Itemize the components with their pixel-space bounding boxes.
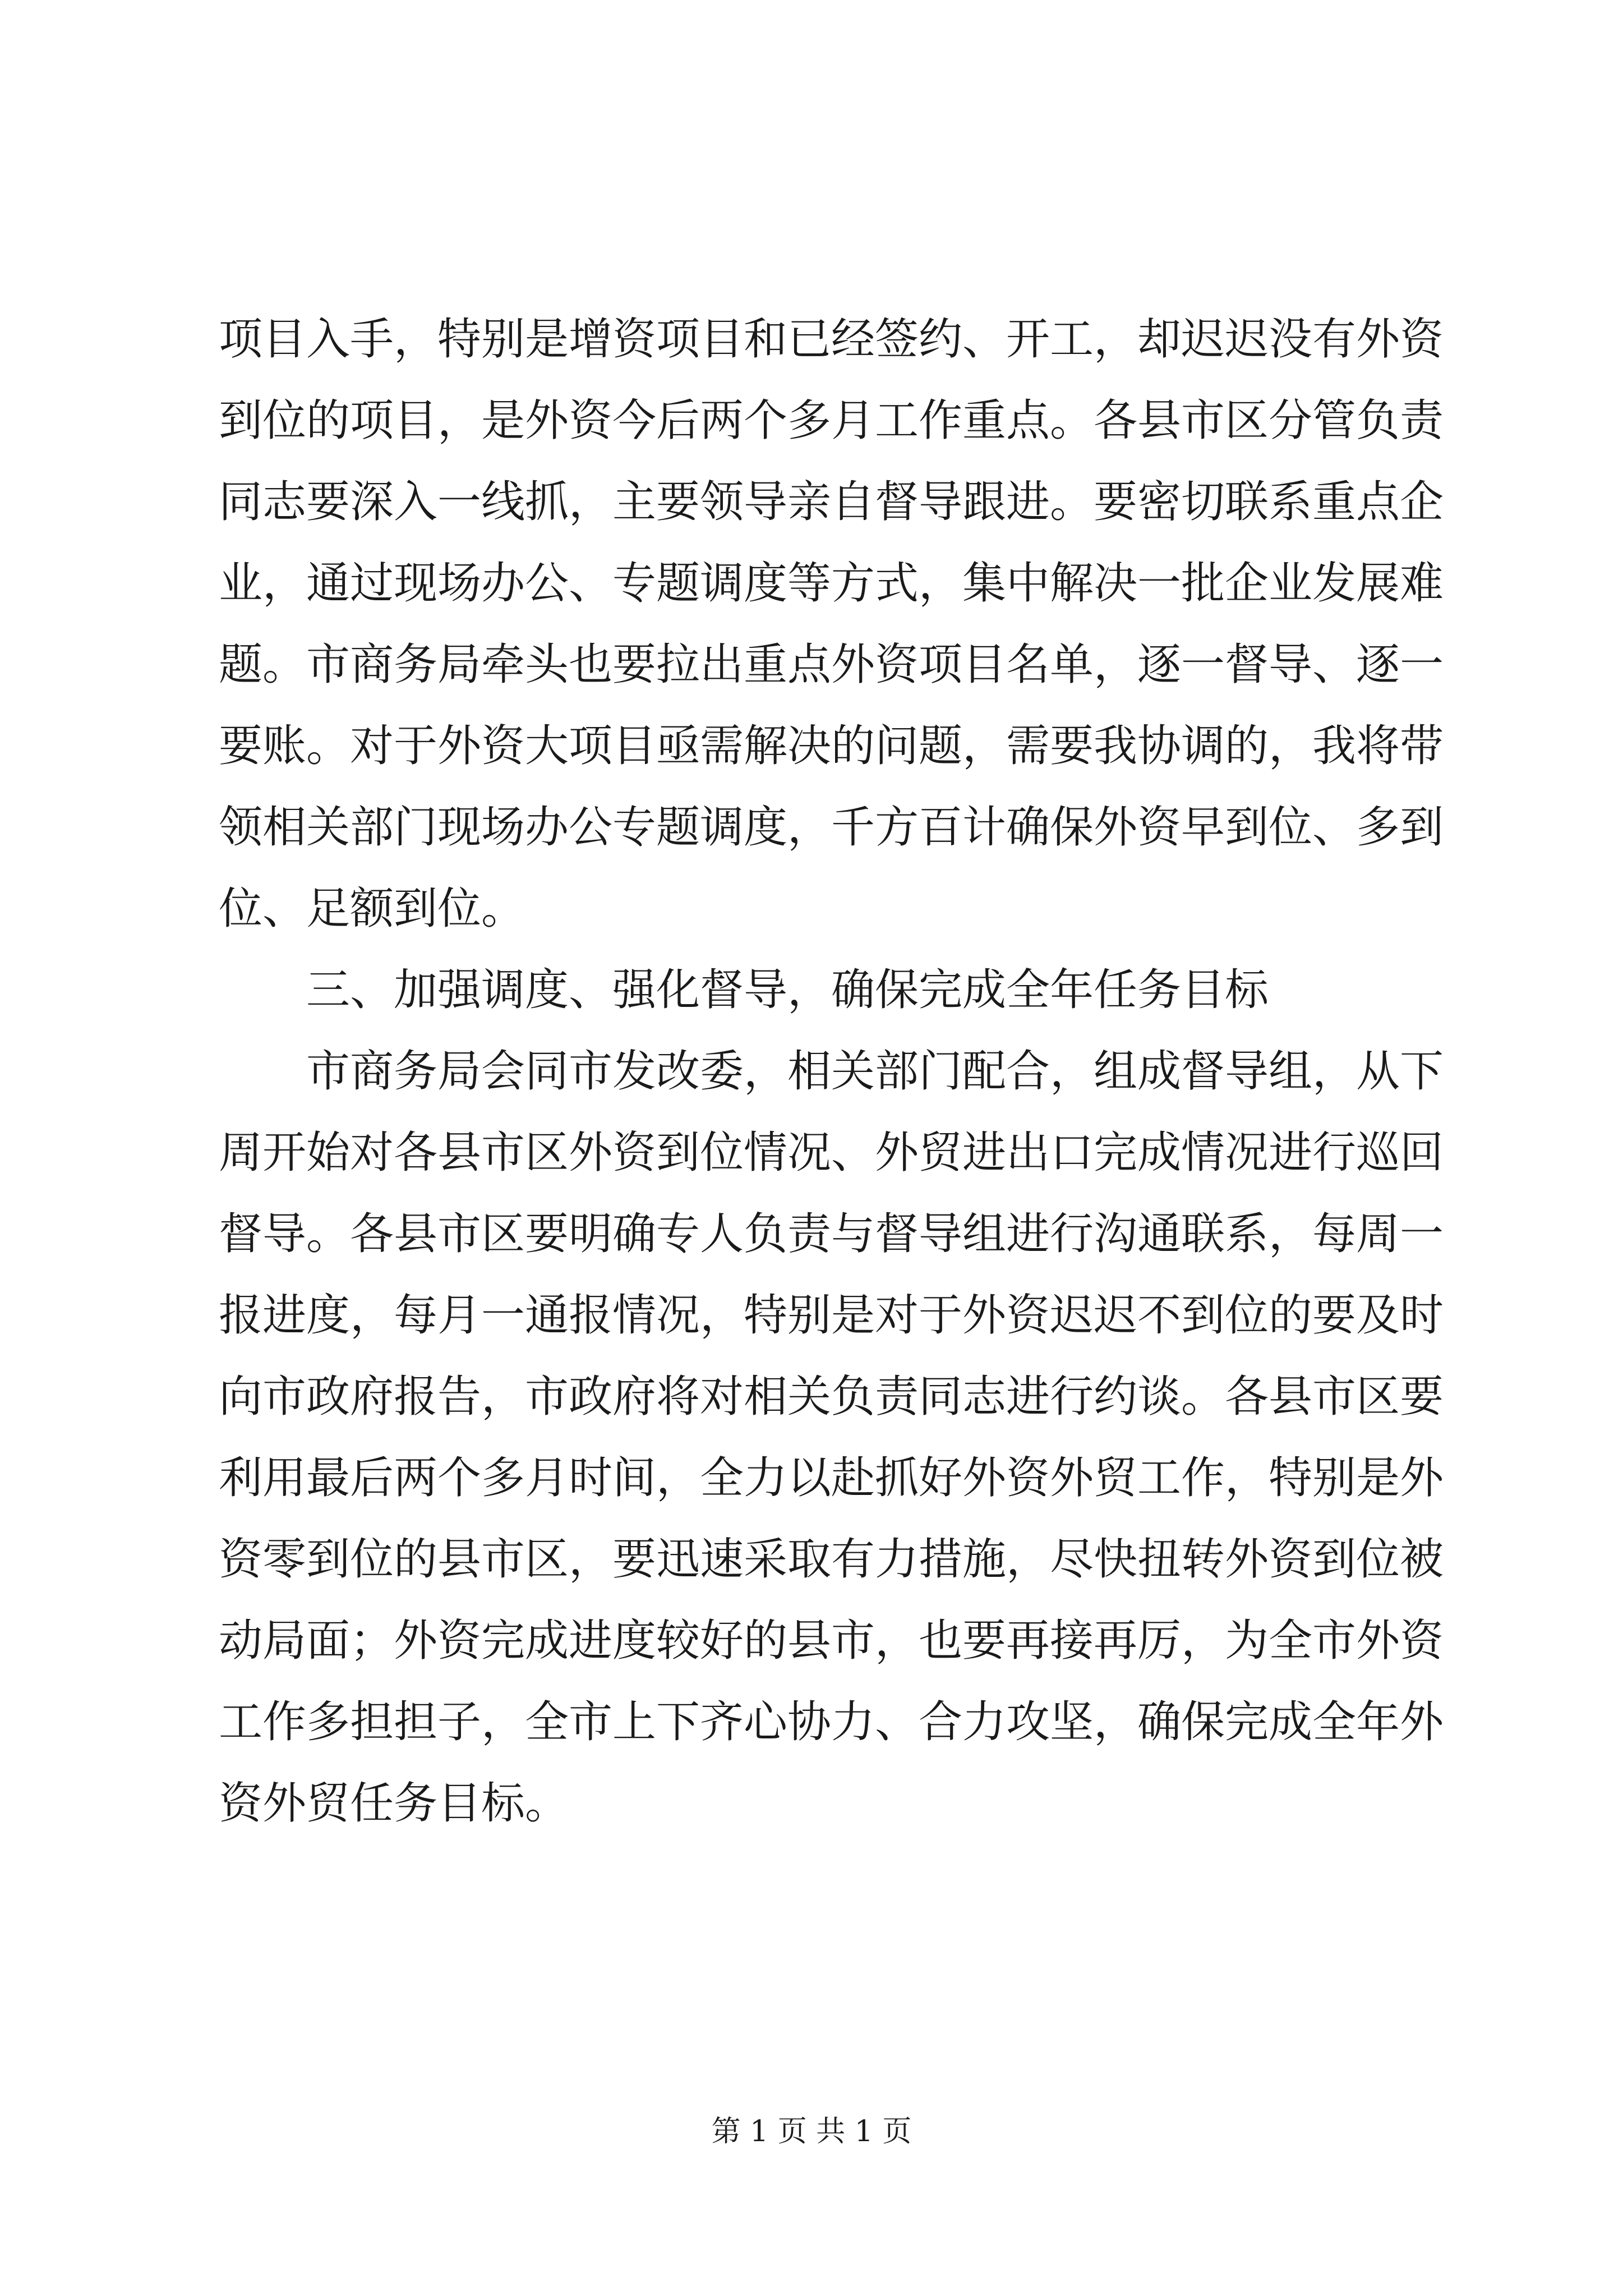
paragraph-line: 市商务局会同市发改委，相关部门配合，组成督导组，从下: [306, 1046, 1444, 1097]
paragraph-line: 工作多担担子，全市上下齐心协力、合力攻坚，确保完成全年外: [219, 1697, 1444, 1747]
page-number-footer: 第 1 页 共 1 页: [711, 2115, 912, 2148]
paragraph-line: 位、足额到位。: [219, 884, 525, 934]
paragraph-line: 向市政府报告，市政府将对相关负责同志进行约谈。各县市区要: [219, 1372, 1444, 1422]
paragraph-line: 领相关部门现场办公专题调度，千方百计确保外资早到位、多到: [219, 802, 1444, 853]
paragraph-line: 业，通过现场办公、专题调度等方式，集中解决一批企业发展难: [219, 558, 1444, 609]
section-heading: 三、加强调度、强化督导，确保完成全年任务目标: [306, 965, 1269, 1015]
paragraph-line: 资零到位的县市区，要迅速采取有力措施，尽快扭转外资到位被: [219, 1534, 1444, 1585]
paragraph-line: 题。市商务局牵头也要拉出重点外资项目名单，逐一督导、逐一: [219, 639, 1444, 690]
paragraph-line: 报进度，每月一通报情况，特别是对于外资迟迟不到位的要及时: [219, 1290, 1444, 1341]
paragraph-line: 资外贸任务目标。: [219, 1778, 569, 1829]
paragraph-line: 督导。各县市区要明确专人负责与督导组进行沟通联系，每周一: [219, 1209, 1444, 1259]
paragraph-line: 到位的项目，是外资今后两个多月工作重点。各县市区分管负责: [219, 395, 1444, 446]
paragraph-line: 要账。对于外资大项目亟需解决的问题，需要我协调的，我将带: [219, 721, 1444, 771]
paragraph-line: 周开始对各县市区外资到位情况、外贸进出口完成情况进行巡回: [219, 1128, 1444, 1178]
paragraph-line: 动局面；外资完成进度较好的县市，也要再接再厉，为全市外资: [219, 1616, 1444, 1666]
paragraph-line: 项目入手，特别是增资项目和已经签约、开工，却迟迟没有外资: [219, 314, 1444, 365]
paragraph-line: 同志要深入一线抓，主要领导亲自督导跟进。要密切联系重点企: [219, 477, 1444, 527]
paragraph-line: 利用最后两个多月时间，全力以赴抓好外资外贸工作，特别是外: [219, 1453, 1444, 1503]
